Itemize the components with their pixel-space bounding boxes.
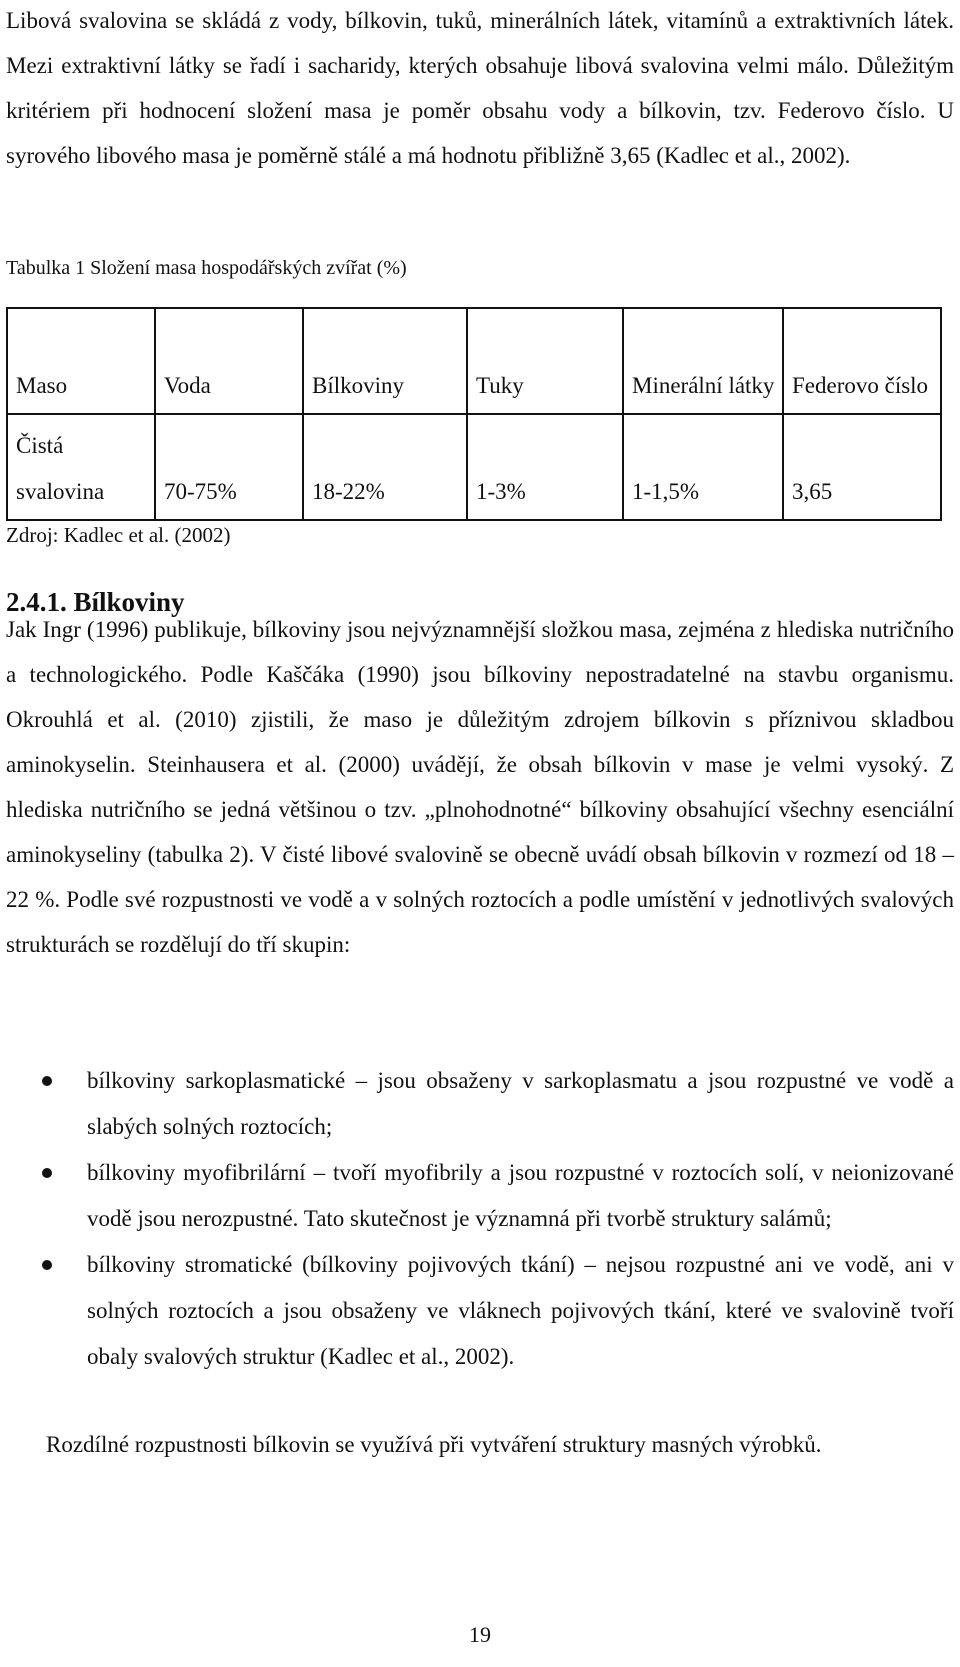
table-cell: 18-22% (303, 414, 467, 520)
table-header-cell: Voda (155, 308, 303, 414)
list-item (0, 1242, 954, 1380)
table-cell: 1-1,5% (623, 414, 783, 520)
table-cell: 3,65 (783, 414, 941, 520)
composition-table (6, 307, 942, 521)
table-source: Zdroj: Kadlec et al. (2002) (6, 523, 231, 547)
bullet-icon (42, 1076, 52, 1086)
page-number: 19 (469, 1622, 491, 1647)
list-item-text: bílkoviny stromatické (bílkoviny pojivových tkání) – nejsou rozpustné ani ve vodě, ani v solných roztocích a jsou obsaženy ve vláknech pojivových tkání, které ve svalovině tvoří obaly svalových struktur (Kadlec et al., 2002). (87, 1252, 954, 1369)
bullet-icon (42, 1168, 52, 1178)
bullet-list (0, 1058, 954, 1380)
list-item-text: bílkoviny sarkoplasmatické – jsou obsaženy v sarkoplasmatu a jsou rozpustné ve vodě a slabých solných roztocích; (87, 1068, 954, 1139)
table-header-cell: Bílkoviny (303, 308, 467, 414)
table-header-row (7, 308, 941, 414)
list-item (0, 1150, 954, 1242)
intro-paragraph: Libová svalovina se skládá z vody, bílkovin, tuků, minerálních látek, vitamínů a extraktivních látek. Mezi extraktivní látky se řadí i sacharidy, kterých obsahuje libová svalovina velmi málo. Důležitým kritériem při hodnocení složení masa je poměr obsahu vody a bílkovin, tzv. Federovo číslo. U syrového libového masa je poměrně stálé a má hodnotu přibližně 3,65 (Kadlec et al., 2002). (6, 8, 954, 168)
table-cell: 1-3% (467, 414, 623, 520)
bullet-icon (42, 1260, 52, 1270)
table-header-cell: Maso (7, 308, 155, 414)
table-row (7, 414, 941, 520)
table-cell: 70-75% (155, 414, 303, 520)
table-header-cell: Federovo číslo (783, 308, 941, 414)
list-item-text: bílkoviny myofibrilární – tvoří myofibrily a jsou rozpustné v roztocích solí, v neionizované vodě jsou nerozpustné. Tato skutečnost je významná při tvorbě struktury salámů; (87, 1160, 954, 1231)
table-cell: Čistá svalovina (7, 414, 155, 520)
section-paragraph: Jak Ingr (1996) publikuje, bílkoviny jsou nejvýznamnější složkou masa, zejména z hlediska nutričního a technologického. Podle Kaščáka (1990) jsou bílkoviny nepostradatelné na stavbu organismu. Okrouhlá et al. (2010) zjistili, že maso je důležitým zdrojem bílkovin s příznivou skladbou aminokyselin. Steinhausera et al. (2000) uvádějí, že obsah bílkovin v mase je velmi vysoký. Z hlediska nutričního se jedná většinou o tzv. „plnohodnotné“ bílkoviny obsahující všechny esenciální aminokyseliny (tabulka 2). V čisté libové svalovině se obecně uvádí obsah bílkovin v rozmezí od 18 – 22 %. Podle své rozpustnosti ve vodě a v solných roztocích a podle umístění v jednotlivých svalových strukturách se rozdělují do tří skupin: (6, 617, 954, 957)
list-item (0, 1058, 954, 1150)
section-heading: 2.4.1. Bílkoviny (6, 587, 185, 617)
table-header-cell: Minerální látky (623, 308, 783, 414)
table-caption: Tabulka 1 Složení masa hospodářských zvířat (%) (6, 257, 407, 279)
closing-paragraph: Rozdílné rozpustnosti bílkovin se využívá při vytváření struktury masných výrobků. (46, 1432, 822, 1457)
table-header-cell: Tuky (467, 308, 623, 414)
